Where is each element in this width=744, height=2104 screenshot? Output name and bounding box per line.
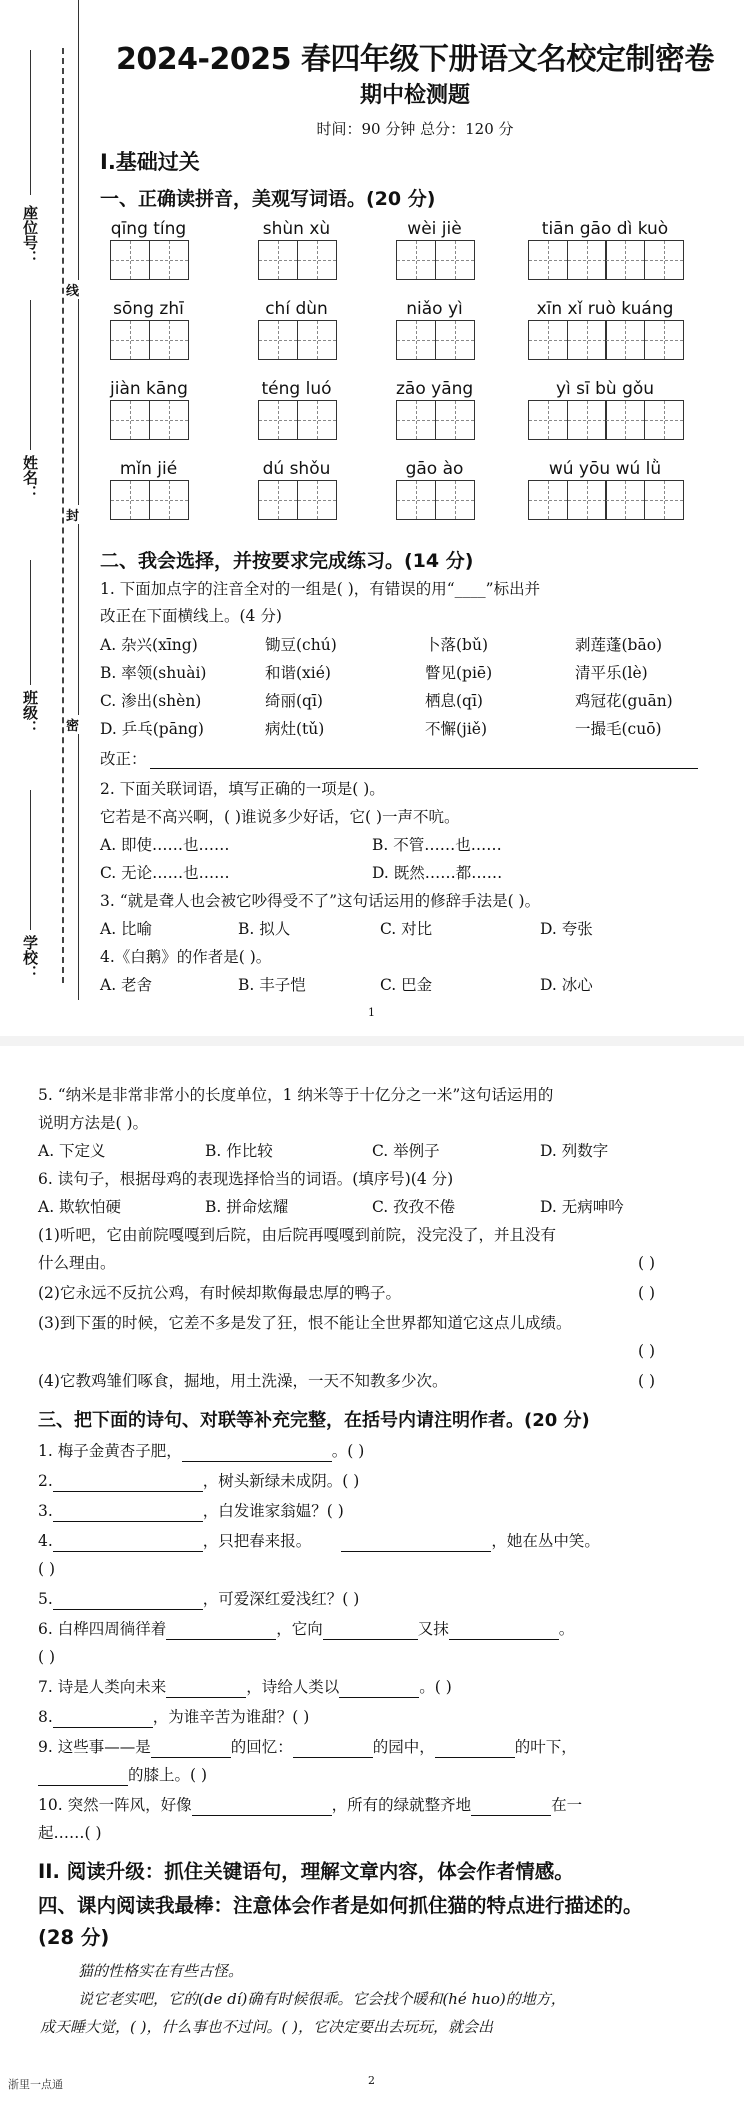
pinyin-item: tiān gāo dì kuò bbox=[528, 218, 682, 280]
q2-4-stem: 4.《白鹅》的作者是( )。 bbox=[100, 948, 272, 966]
binding-margin bbox=[0, 0, 80, 1000]
pinyin-item: dú shǒu bbox=[258, 458, 335, 520]
fix-answer-line[interactable] bbox=[150, 768, 698, 769]
exam-page-1 bbox=[0, 0, 744, 1036]
option[interactable]: C. 巴金 bbox=[380, 976, 433, 994]
writing-boxes[interactable] bbox=[258, 320, 335, 360]
class-blank[interactable] bbox=[30, 560, 31, 685]
option[interactable]: C. 渗出(shèn) bbox=[100, 692, 202, 710]
answer-paren[interactable]: ( ) bbox=[638, 1284, 656, 1302]
option[interactable]: C. 举例子 bbox=[372, 1142, 440, 1160]
page-number: 1 bbox=[368, 1006, 375, 1019]
option[interactable]: A. 欺软怕硬 bbox=[38, 1198, 122, 1216]
q2-1-stem: 1. 下面加点字的注音全对的一组是( )，有错误的用“____”标出并 bbox=[100, 580, 541, 598]
pinyin-item: wèi jiè bbox=[396, 218, 473, 280]
sec4-title: 四、课内阅读我最棒：注意体会作者是如何抓住猫的特点进行描述的。 bbox=[38, 1894, 643, 1917]
school-blank[interactable] bbox=[30, 790, 31, 930]
poem-6-author[interactable]: ( ) bbox=[38, 1648, 56, 1666]
pinyin-item: chí dùn bbox=[258, 298, 335, 360]
passage-line: 说它老实吧，它的(de dí)确有时候很乖。它会找个暖和(hé huo)的地方， bbox=[78, 1990, 566, 2008]
writing-boxes[interactable] bbox=[396, 240, 473, 280]
poem-1: 1. 梅子金黄杏子肥， 。( ) bbox=[38, 1442, 365, 1460]
q6-item-2: (2)它永远不反抗公鸡，有时候却欺侮最忠厚的鸭子。 bbox=[38, 1284, 401, 1302]
writing-boxes[interactable] bbox=[110, 400, 188, 440]
fill-blank[interactable] bbox=[192, 1798, 332, 1816]
poem-9-cont: 的膝上。( ) bbox=[38, 1764, 207, 1786]
option[interactable]: A. 老舍 bbox=[100, 976, 153, 994]
fill-blank[interactable] bbox=[53, 1474, 203, 1492]
fill-blank[interactable] bbox=[323, 1622, 418, 1640]
writing-boxes[interactable] bbox=[110, 320, 187, 360]
option[interactable]: 一撮毛(cuō) bbox=[575, 720, 662, 738]
pinyin-item: xīn xǐ ruò kuáng bbox=[528, 298, 682, 360]
binding-mark-secret: 密 bbox=[66, 715, 79, 734]
pinyin-item: shùn xù bbox=[258, 218, 335, 280]
poem-4-author[interactable]: ( ) bbox=[38, 1560, 56, 1578]
pinyin-item: qīng tíng bbox=[110, 218, 187, 280]
option[interactable]: B. 率领(shuài) bbox=[100, 664, 207, 682]
fill-blank[interactable] bbox=[449, 1622, 559, 1640]
exam-info: 时间：90 分钟 总分：120 分 bbox=[316, 120, 514, 138]
q2-title: 二、我会选择，并按要求完成练习。(14 分) bbox=[100, 550, 474, 572]
pinyin-item: yì sī bù gǒu bbox=[528, 378, 682, 440]
passage-line: 猫的性格实在有些古怪。 bbox=[78, 1962, 244, 1980]
fill-blank[interactable] bbox=[339, 1680, 419, 1698]
fill-blank[interactable] bbox=[53, 1592, 203, 1610]
sec3-title: 三、把下面的诗句、对联等补充完整，在括号内请注明作者。(20 分) bbox=[38, 1410, 590, 1431]
option[interactable]: D. 冰心 bbox=[540, 976, 593, 994]
option[interactable]: B. 不管……也…… bbox=[372, 836, 502, 854]
pinyin-item: wú yōu wú lǜ bbox=[528, 458, 682, 520]
writing-boxes[interactable] bbox=[528, 320, 682, 360]
option[interactable]: D. 既然……都…… bbox=[372, 864, 503, 882]
school-label: 学校： bbox=[21, 935, 39, 980]
pinyin-item: sōng zhī bbox=[110, 298, 187, 360]
poem-7: 7. 诗是人类向未来 ，诗给人类以 。( ) bbox=[38, 1678, 452, 1696]
poem-5: 5. ，可爱深红爱浅红？( ) bbox=[38, 1590, 360, 1608]
poem-10: 10. 突然一阵风，好像 ，所有的绿就整齐地 在一 bbox=[38, 1796, 583, 1814]
q2-2-stem: 2. 下面关联词语，填写正确的一项是( )。 bbox=[100, 780, 385, 798]
fill-blank[interactable] bbox=[151, 1740, 231, 1758]
fill-blank[interactable] bbox=[435, 1740, 515, 1758]
option[interactable]: A. 比喻 bbox=[100, 920, 153, 938]
option[interactable]: 锄豆(chú) bbox=[265, 636, 337, 654]
poem-6: 6. 白桦四周徜徉着 ，它向 又抹 。 bbox=[38, 1620, 575, 1638]
fill-blank[interactable] bbox=[471, 1798, 551, 1816]
answer-paren[interactable]: ( ) bbox=[638, 1254, 656, 1272]
option[interactable]: D. 乒乓(pāng) bbox=[100, 720, 204, 738]
option[interactable]: A. 杂兴(xīng) bbox=[100, 636, 198, 654]
fill-blank[interactable] bbox=[38, 1768, 128, 1786]
binding-dashed-line bbox=[62, 48, 64, 983]
poem-10-cont[interactable]: 起……( ) bbox=[38, 1824, 102, 1842]
class-label: 班级： bbox=[21, 690, 39, 735]
pinyin-item: zāo yāng bbox=[396, 378, 473, 440]
part2-title: II. 阅读升级：抓住关键语句，理解文章内容，体会作者情感。 bbox=[38, 1860, 574, 1883]
page-gap bbox=[0, 1036, 744, 1046]
option[interactable]: C. 孜孜不倦 bbox=[372, 1198, 456, 1216]
option[interactable]: C. 无论……也…… bbox=[100, 864, 230, 882]
option[interactable]: 栖息(qī) bbox=[425, 692, 483, 710]
writing-boxes[interactable] bbox=[258, 240, 335, 280]
q2-5-stem: 5. “纳米是非常非常小的长度单位，1 纳米等于十亿分之一米”这句话运用的 bbox=[38, 1086, 554, 1104]
option[interactable]: D. 列数字 bbox=[540, 1142, 609, 1160]
q1-title: 一、正确读拼音，美观写词语。(20 分) bbox=[100, 188, 436, 210]
option[interactable]: B. 拟人 bbox=[238, 920, 291, 938]
answer-paren[interactable]: ( ) bbox=[638, 1342, 656, 1360]
option[interactable]: 清平乐(lè) bbox=[575, 664, 648, 682]
q6-item-4: (4)它教鸡雏们啄食，掘地，用土洗澡，一天不知教多少次。 bbox=[38, 1372, 448, 1390]
fill-blank[interactable] bbox=[166, 1622, 276, 1640]
answer-paren[interactable]: ( ) bbox=[638, 1372, 656, 1390]
sec4-score: (28 分) bbox=[38, 1926, 110, 1949]
writing-boxes[interactable] bbox=[110, 240, 187, 280]
q2-1-stem-cont: 改正在下面横线上。(4 分) bbox=[100, 607, 282, 625]
fill-blank[interactable] bbox=[166, 1680, 246, 1698]
option[interactable]: B. 丰子恺 bbox=[238, 976, 306, 994]
option[interactable]: D. 无病呻吟 bbox=[540, 1198, 624, 1216]
q6-item-1-cont: 什么理由。 bbox=[38, 1254, 116, 1272]
fill-blank[interactable] bbox=[53, 1710, 153, 1728]
option[interactable]: A. 即使……也…… bbox=[100, 836, 230, 854]
q6-item-1: (1)听吧，它由前院嘎嘎到后院，由后院再嘎嘎到前院，没完没了，并且没有 bbox=[38, 1226, 556, 1244]
writing-boxes[interactable] bbox=[396, 480, 473, 520]
name-blank[interactable] bbox=[30, 300, 31, 450]
fill-blank[interactable] bbox=[293, 1740, 373, 1758]
fill-blank[interactable] bbox=[182, 1444, 332, 1462]
option[interactable]: 病灶(tǔ) bbox=[265, 720, 325, 738]
q2-6-stem: 6. 读句子，根据母鸡的表现选择恰当的词语。(填序号)(4 分) bbox=[38, 1170, 454, 1188]
option[interactable]: 绮丽(qī) bbox=[265, 692, 323, 710]
option[interactable]: D. 夸张 bbox=[540, 920, 593, 938]
q2-2-sentence: 它若是不高兴啊，( )谁说多少好话，它( )一声不吭。 bbox=[100, 808, 460, 826]
writing-boxes[interactable] bbox=[258, 400, 335, 440]
exam-title: 2024-2025 春四年级下册语文名校定制密卷 bbox=[116, 42, 714, 77]
option[interactable]: C. 对比 bbox=[380, 920, 433, 938]
option[interactable]: 和谐(xié) bbox=[265, 664, 331, 682]
q2-5-stem-cont: 说明方法是( )。 bbox=[38, 1114, 149, 1132]
poem-2: 2. ，树头新绿未成阴。( ) bbox=[38, 1472, 360, 1490]
footer-brand: 浙里一点通 bbox=[8, 2078, 63, 2091]
binding-margin-border bbox=[78, 0, 79, 1000]
fix-label: 改正： bbox=[100, 750, 147, 768]
writing-boxes[interactable] bbox=[528, 240, 682, 280]
pinyin-item: téng luó bbox=[258, 378, 335, 440]
writing-boxes[interactable] bbox=[110, 480, 187, 520]
fill-blank[interactable] bbox=[53, 1534, 203, 1552]
passage-line: 成天睡大觉，( )，什么事也不过问。( )，它决定要出去玩玩，就会出 bbox=[40, 2018, 493, 2036]
q6-item-3: (3)到下蛋的时候，它差不多是发了狂，恨不能让全世界都知道它这点儿成绩。 bbox=[38, 1314, 572, 1332]
fill-blank[interactable] bbox=[53, 1504, 203, 1522]
option[interactable]: B. 拼命炫耀 bbox=[205, 1198, 289, 1216]
option[interactable]: 卜落(bǔ) bbox=[425, 636, 488, 654]
writing-boxes[interactable] bbox=[528, 400, 682, 440]
pinyin-item: jiàn kāng bbox=[110, 378, 188, 440]
seat-number-blank[interactable] bbox=[30, 50, 31, 195]
poem-9: 9. 这些事——是 的回忆： 的园中， 的叶下， bbox=[38, 1738, 577, 1756]
part1-title: I.基础过关 bbox=[100, 150, 200, 174]
seat-number-label: 座位号： bbox=[21, 205, 39, 265]
poem-3: 3. ，白发谁家翁媪？( ) bbox=[38, 1502, 344, 1520]
option[interactable]: B. 作比较 bbox=[205, 1142, 273, 1160]
exam-page-2 bbox=[0, 1046, 744, 2104]
option[interactable]: 不懈(jiě) bbox=[425, 720, 488, 738]
binding-mark-line: 线 bbox=[66, 280, 79, 299]
fill-blank[interactable] bbox=[341, 1534, 491, 1552]
q2-3-stem: 3. “就是聋人也会被它吵得受不了”这句话运用的修辞手法是( )。 bbox=[100, 892, 541, 910]
writing-boxes[interactable] bbox=[258, 480, 335, 520]
writing-boxes[interactable] bbox=[396, 320, 473, 360]
writing-boxes[interactable] bbox=[528, 480, 682, 520]
option[interactable]: 剥莲蓬(bāo) bbox=[575, 636, 663, 654]
option[interactable]: 鸡冠花(guān) bbox=[575, 692, 673, 710]
poem-8: 8. ，为谁辛苦为谁甜？( ) bbox=[38, 1708, 310, 1726]
pinyin-item: mǐn jié bbox=[110, 458, 187, 520]
option[interactable]: 瞥见(piē) bbox=[425, 664, 493, 682]
pinyin-item: niǎo yì bbox=[396, 298, 473, 360]
binding-mark-seal: 封 bbox=[66, 505, 79, 524]
page-number: 2 bbox=[368, 2074, 375, 2087]
option[interactable]: A. 下定义 bbox=[38, 1142, 106, 1160]
writing-boxes[interactable] bbox=[396, 400, 473, 440]
exam-subtitle: 期中检测题 bbox=[359, 83, 470, 108]
poem-4: 4. ，只把春来报。 ，她在丛中笑。 bbox=[38, 1532, 600, 1550]
name-label: 姓名： bbox=[21, 455, 39, 500]
pinyin-item: gāo ào bbox=[396, 458, 473, 520]
